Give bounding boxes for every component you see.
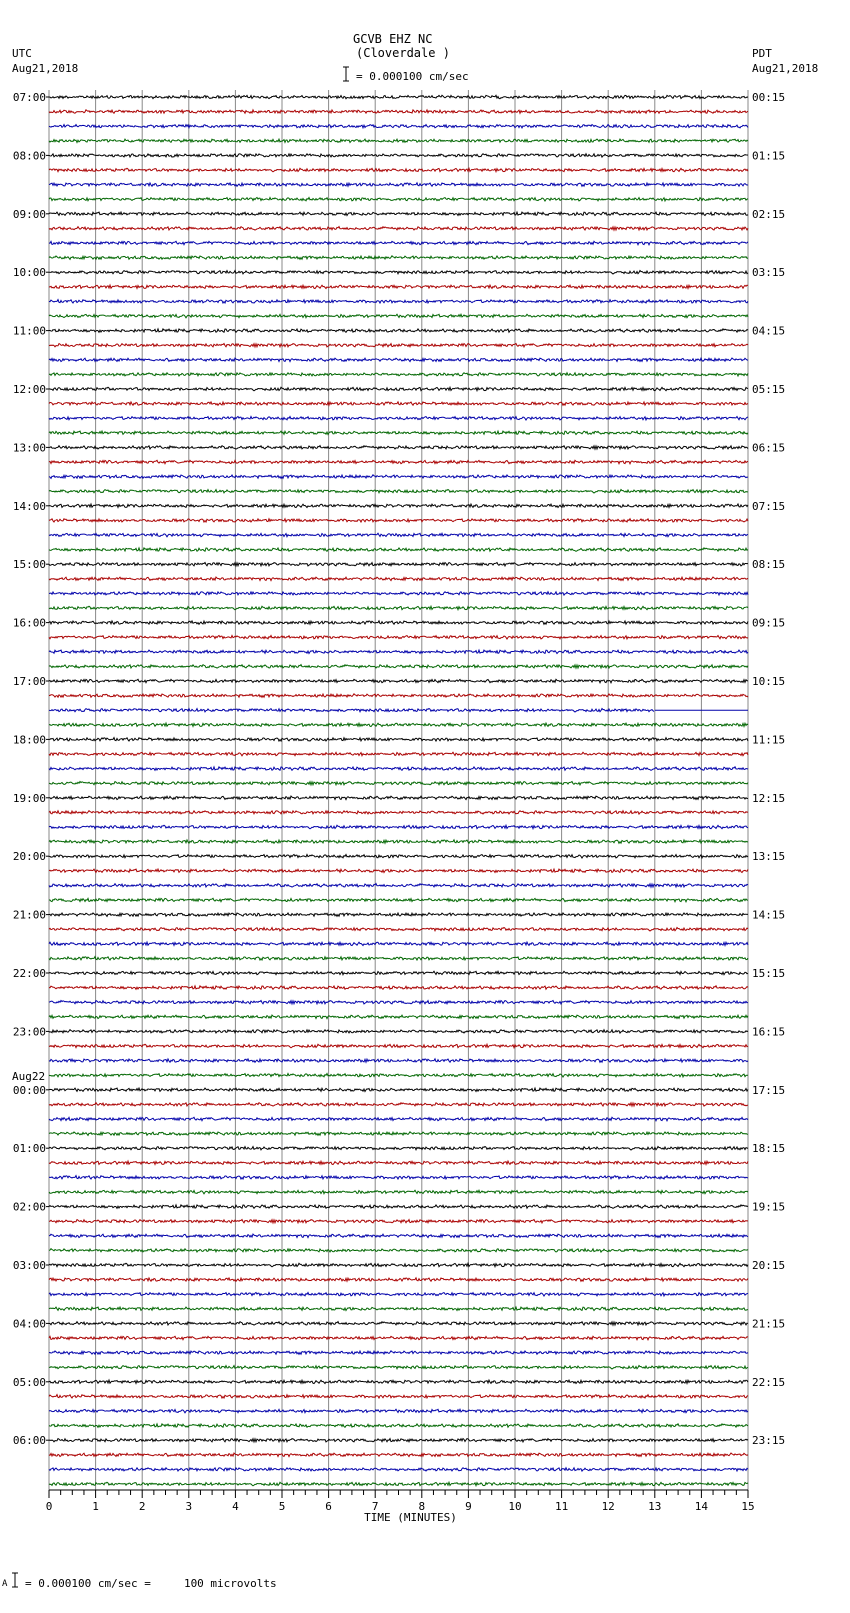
right-hour-label-8: 08:15: [752, 558, 786, 572]
x-tick-label-7: 7: [371, 1500, 379, 1513]
trace-85: [49, 1336, 748, 1340]
trace-15: [49, 314, 748, 318]
x-tick-label-3: 3: [185, 1500, 193, 1513]
left-hour-label-14: 21:00: [12, 908, 46, 922]
x-tick-label-0: 0: [45, 1500, 53, 1513]
trace-64: [49, 1030, 748, 1034]
trace-70: [49, 1117, 748, 1121]
trace-18: [49, 358, 748, 362]
left-date-marker: Aug22: [12, 1069, 46, 1083]
trace-22: [49, 417, 748, 421]
trace-59: [49, 957, 748, 961]
left-hour-label-8: 15:00: [12, 558, 46, 572]
left-hour-label-21: 04:00: [12, 1317, 46, 1331]
trace-65: [49, 1044, 748, 1048]
left-hour-label-0: 07:00: [12, 91, 46, 104]
trace-5: [49, 168, 748, 172]
trace-55: [49, 898, 748, 902]
trace-38: [49, 650, 748, 653]
trace-56: [49, 913, 748, 917]
right-hour-label-9: 09:15: [752, 616, 786, 630]
trace-91: [49, 1424, 748, 1428]
trace-60: [49, 971, 748, 975]
trace-53: [49, 869, 748, 872]
right-hour-label-0: 00:15: [752, 91, 786, 104]
trace-75: [49, 1190, 748, 1194]
left-hour-label-17: 00:00: [12, 1083, 46, 1097]
trace-76: [49, 1205, 748, 1209]
trace-9: [49, 227, 748, 231]
trace-30: [49, 533, 748, 537]
right-hour-label-19: 19:15: [752, 1200, 786, 1214]
x-tick-label-11: 11: [554, 1500, 569, 1513]
trace-41: [49, 694, 748, 698]
trace-77: [49, 1220, 748, 1223]
trace-63: [49, 1015, 748, 1019]
station-title: GCVB EHZ NC: [353, 32, 433, 46]
left-hour-label-23: 06:00: [12, 1434, 46, 1448]
right-hour-label-5: 05:15: [752, 383, 786, 396]
trace-47: [49, 782, 748, 785]
x-axis-label: TIME (MINUTES): [364, 1511, 457, 1524]
left-hour-label-12: 19:00: [12, 791, 46, 805]
trace-13: [49, 285, 748, 288]
left-hour-label-19: 02:00: [12, 1200, 46, 1214]
trace-0: [49, 95, 748, 98]
right-hour-label-2: 02:15: [752, 207, 786, 221]
trace-46: [49, 767, 748, 771]
trace-87: [49, 1366, 748, 1370]
left-hour-label-16: 23:00: [12, 1025, 46, 1039]
trace-68: [49, 1088, 748, 1091]
trace-61: [49, 986, 748, 990]
trace-10: [49, 241, 748, 245]
footer-prefix: A: [2, 1579, 8, 1589]
trace-34: [49, 592, 748, 595]
footer-scale-text: = 0.000100 cm/sec = 100 microvolts: [25, 1577, 277, 1590]
left-date: Aug21,2018: [12, 62, 79, 75]
scale-text: = 0.000100 cm/sec: [356, 70, 469, 83]
x-tick-label-1: 1: [92, 1500, 99, 1513]
left-hour-label-9: 16:00: [12, 616, 46, 630]
trace-49: [49, 811, 748, 815]
left-hour-label-10: 17:00: [12, 675, 46, 688]
trace-4: [49, 154, 748, 157]
station-location: (Cloverdale ): [356, 46, 450, 60]
trace-94: [49, 1468, 748, 1471]
right-date: Aug21,2018: [752, 62, 819, 75]
trace-24: [49, 446, 748, 450]
trace-73: [49, 1161, 748, 1164]
trace-19: [49, 373, 748, 376]
right-hour-label-14: 14:15: [752, 908, 786, 922]
trace-36: [49, 621, 748, 625]
trace-6: [49, 183, 748, 187]
trace-54: [49, 884, 748, 888]
left-hour-label-1: 08:00: [12, 149, 46, 163]
trace-86: [49, 1351, 748, 1355]
trace-44: [49, 738, 748, 742]
trace-74: [49, 1176, 748, 1180]
left-hour-label-5: 12:00: [12, 383, 46, 396]
left-hour-label-7: 14:00: [12, 499, 46, 513]
trace-52: [49, 855, 748, 859]
trace-84: [49, 1322, 748, 1326]
footer-scale-bar-icon: [12, 1573, 18, 1587]
trace-35: [49, 606, 748, 610]
trace-32: [49, 563, 748, 566]
trace-31: [49, 548, 748, 552]
x-tick-label-10: 10: [508, 1500, 522, 1513]
trace-69: [49, 1103, 748, 1107]
trace-79: [49, 1249, 748, 1253]
right-hour-label-18: 18:15: [752, 1142, 786, 1156]
trace-50: [49, 825, 748, 829]
right-hour-label-21: 21:15: [752, 1317, 786, 1331]
right-hour-label-23: 23:15: [752, 1434, 786, 1448]
trace-57: [49, 928, 748, 932]
right-hour-label-13: 13:15: [752, 850, 786, 864]
right-hour-label-15: 15:15: [752, 967, 786, 980]
x-tick-label-6: 6: [325, 1500, 332, 1513]
trace-58: [49, 942, 748, 945]
trace-33: [49, 577, 748, 581]
right-hour-label-17: 17:15: [752, 1083, 786, 1097]
trace-16: [49, 329, 748, 333]
right-hour-label-12: 12:15: [752, 791, 786, 805]
right-hour-label-22: 22:15: [752, 1375, 786, 1389]
right-hour-label-11: 11:15: [752, 733, 786, 747]
trace-95: [49, 1482, 748, 1486]
trace-43: [49, 723, 748, 726]
x-tick-label-15: 15: [741, 1500, 755, 1513]
x-tick-label-5: 5: [278, 1500, 286, 1513]
trace-1: [49, 110, 748, 114]
trace-71: [49, 1132, 748, 1136]
trace-lines: [49, 95, 748, 1486]
left-hour-label-22: 05:00: [12, 1375, 46, 1389]
trace-92: [49, 1439, 748, 1442]
trace-62: [49, 1001, 748, 1004]
trace-29: [49, 519, 748, 522]
trace-40: [49, 679, 748, 683]
right-hour-label-10: 10:15: [752, 675, 786, 688]
trace-89: [49, 1395, 748, 1399]
trace-26: [49, 475, 748, 479]
trace-2: [49, 125, 748, 128]
right-hour-label-4: 04:15: [752, 324, 786, 338]
trace-78: [49, 1234, 748, 1238]
left-hour-label-18: 01:00: [12, 1142, 46, 1156]
trace-45: [49, 752, 748, 756]
trace-23: [49, 431, 748, 434]
trace-25: [49, 460, 748, 464]
trace-66: [49, 1059, 748, 1063]
trace-51: [49, 840, 748, 844]
trace-90: [49, 1409, 748, 1413]
x-tick-label-13: 13: [648, 1500, 662, 1513]
trace-82: [49, 1293, 748, 1297]
x-tick-label-12: 12: [601, 1500, 615, 1513]
trace-8: [49, 212, 748, 215]
left-hour-label-3: 10:00: [12, 266, 46, 280]
trace-28: [49, 504, 748, 508]
x-tick-label-9: 9: [465, 1500, 472, 1513]
left-hour-label-20: 03:00: [12, 1259, 46, 1272]
trace-88: [49, 1380, 748, 1383]
trace-81: [49, 1278, 748, 1282]
x-tick-label-2: 2: [138, 1500, 146, 1513]
right-hour-label-1: 01:15: [752, 149, 786, 163]
trace-39: [49, 665, 748, 669]
trace-12: [49, 271, 748, 275]
trace-80: [49, 1263, 748, 1267]
trace-37: [49, 636, 748, 640]
trace-3: [49, 139, 748, 142]
right-hour-label-7: 07:15: [752, 499, 786, 513]
right-timezone: PDT: [752, 47, 772, 60]
left-hour-label-11: 18:00: [12, 733, 46, 747]
right-hour-label-6: 06:15: [752, 441, 786, 455]
trace-67: [49, 1074, 748, 1078]
left-hour-label-13: 20:00: [12, 850, 46, 864]
left-hour-label-6: 13:00: [12, 441, 46, 455]
trace-21: [49, 402, 748, 406]
trace-11: [49, 256, 748, 260]
left-hour-label-15: 22:00: [12, 967, 46, 980]
header-scale-bar-icon: [343, 67, 349, 81]
time-axis: [46, 1490, 755, 1524]
trace-83: [49, 1307, 748, 1310]
left-hour-label-2: 09:00: [12, 207, 46, 221]
trace-93: [49, 1453, 748, 1457]
trace-20: [49, 387, 748, 391]
trace-42: [49, 709, 654, 713]
trace-27: [49, 490, 748, 494]
x-tick-label-4: 4: [232, 1500, 239, 1513]
left-timezone: UTC: [12, 47, 32, 60]
trace-72: [49, 1147, 748, 1151]
trace-48: [49, 796, 748, 800]
x-tick-label-8: 8: [418, 1500, 426, 1513]
x-tick-label-14: 14: [694, 1500, 709, 1513]
trace-17: [49, 344, 748, 347]
right-hour-label-3: 03:15: [752, 266, 786, 280]
trace-14: [49, 300, 748, 304]
right-hour-label-20: 20:15: [752, 1259, 786, 1272]
trace-7: [49, 198, 748, 202]
left-hour-label-4: 11:00: [12, 324, 46, 338]
right-hour-label-16: 16:15: [752, 1025, 786, 1039]
